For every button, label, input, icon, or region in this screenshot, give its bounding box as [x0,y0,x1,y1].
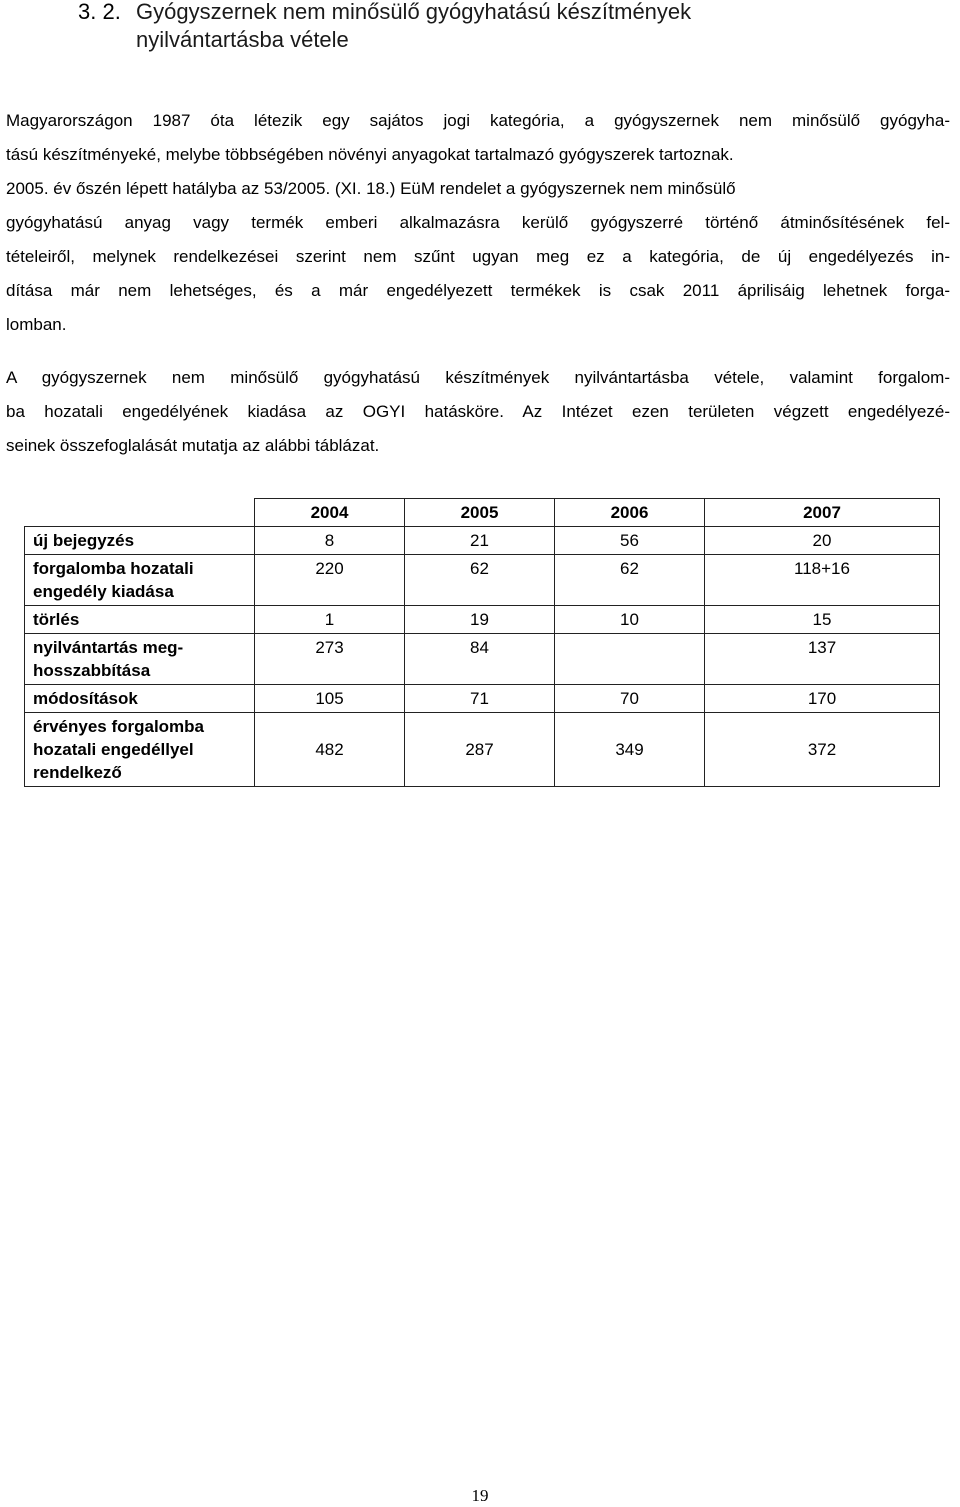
row-label: forgalomba hozatali engedély kiadása [25,555,255,606]
table-row [25,527,940,555]
table-cell: 137 [705,634,940,685]
registration-table [24,498,940,787]
year-header: 2005 [405,499,555,527]
table-cell: 8 [255,527,405,555]
paragraph-line: ba hozatali engedélyének kiadása az OGYI hatásköre. Az Intézet ezen területen végzett engedélyezé- [6,402,950,421]
table-cell [555,634,705,685]
paragraph-line: tású készítményeké, melybe többségében növényi anyagokat tartalmazó gyógyszerek tartoznak. [6,145,734,164]
section-title-line-1: Gyógyszernek nem minősülő gyógyhatású készítmények [136,0,692,24]
table-cell: 118+16 [705,555,940,606]
header-blank-cell [25,499,255,527]
table-cell: 273 [255,634,405,685]
year-header: 2007 [705,499,940,527]
table-cell: 105 [255,685,405,713]
table-cell: 21 [405,527,555,555]
table-cell: 482 [255,713,405,787]
intro-paragraph [6,104,950,342]
row-label: érvényes forgalomba hozatali engedéllyel rendelkező [25,713,255,787]
year-header: 2006 [555,499,705,527]
table-cell: 71 [405,685,555,713]
row-label: törlés [25,606,255,634]
paragraph-line: A gyógyszernek nem minősülő gyógyhatású készítmények nyilvántartásba vétele, valamint forgalom- [6,368,950,387]
section-number: 3. 2. [78,0,121,24]
table-cell: 62 [405,555,555,606]
page-number: 19 [471,1486,489,1505]
table-row [25,713,940,787]
table-cell: 70 [555,685,705,713]
section-title-line-2: nyilvántartásba vétele [136,27,349,52]
paragraph-line: 2005. év őszén lépett hatályba az 53/2005. (XI. 18.) EüM rendelet a gyógyszernek nem minősülő [6,179,736,198]
paragraph-line: tételeiről, melynek rendelkezései szerint nem szűnt ugyan meg ez a kategória, de új engedélyezés in- [6,247,950,266]
table-row [25,555,940,606]
paragraph-line: lomban. [6,315,67,334]
table-cell: 1 [255,606,405,634]
table-cell: 372 [705,713,940,787]
paragraph-line: dítása már nem lehetséges, és a már engedélyezett termékek is csak 2011 áprilisáig lehetnek forga- [6,281,950,300]
table-cell: 20 [705,527,940,555]
table-header-row [25,499,940,527]
table-row [25,606,940,634]
table-row [25,634,940,685]
table-cell: 349 [555,713,705,787]
summary-paragraph [6,361,950,463]
paragraph-line: Magyarországon 1987 óta létezik egy sajátos jogi kategória, a gyógyszernek nem minősülő gyógyha- [6,111,950,130]
table-cell: 84 [405,634,555,685]
paragraph-line: seinek összefoglalását mutatja az alábbi táblázat. [6,436,380,455]
table-cell: 15 [705,606,940,634]
row-label: módosítások [25,685,255,713]
table-cell: 62 [555,555,705,606]
row-label: nyilvántartás meg-hosszabbítása [25,634,255,685]
paragraph-line: gyógyhatású anyag vagy termék emberi alkalmazásra kerülő gyógyszerré történő átminősítésének fel- [6,213,950,232]
table-cell: 56 [555,527,705,555]
table-cell: 170 [705,685,940,713]
table-cell: 220 [255,555,405,606]
section-heading [78,0,948,54]
row-label: új bejegyzés [25,527,255,555]
year-header: 2004 [255,499,405,527]
table-cell: 19 [405,606,555,634]
table-cell: 287 [405,713,555,787]
table-row [25,685,940,713]
table-cell: 10 [555,606,705,634]
